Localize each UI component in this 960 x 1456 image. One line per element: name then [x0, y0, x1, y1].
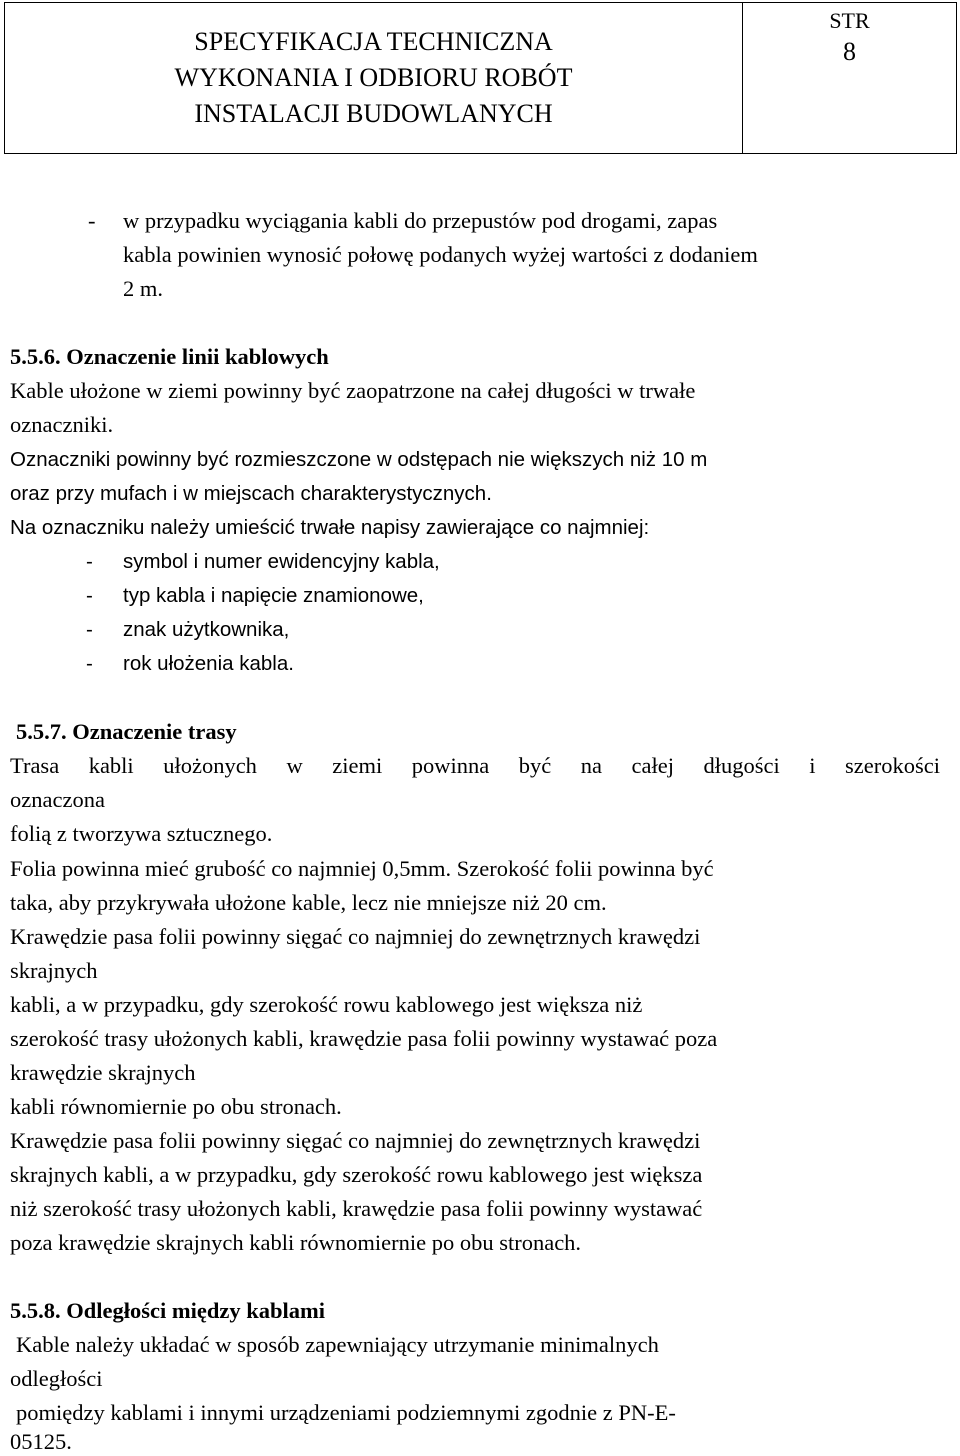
paragraph-line: oznaczona	[10, 787, 105, 812]
paragraph-line: oznaczniki.	[10, 412, 114, 437]
paragraph-line: 2 m.	[123, 276, 164, 301]
paragraph-line: niż szerokość trasy ułożonych kabli, krawędzie pasa folii powinny wystawać	[10, 1196, 703, 1221]
paragraph-line: Krawędzie pasa folii powinny sięgać co najmniej do zewnętrznych krawędzi	[10, 1128, 701, 1153]
list-dash: -	[86, 584, 93, 607]
list-dash: -	[88, 208, 96, 233]
title-line-1: SPECYFIKACJA TECHNICZNA	[194, 27, 553, 56]
section-heading: 5.5.6. Oznaczenie linii kablowych	[10, 344, 329, 369]
list-item-text: w przypadku wyciągania kabli do przepustów pod drogami, zapas	[123, 208, 718, 233]
paragraph-line: pomiędzy kablami i innymi urządzeniami podziemnymi zgodnie z PN-E-	[16, 1400, 676, 1425]
paragraph-line: folią z tworzywa sztucznego.	[10, 821, 273, 846]
paragraph-line: kabli równomiernie po obu stronach.	[10, 1094, 342, 1119]
paragraph-line: taka, aby przykrywała ułożone kable, lecz nie mniejsze niż 20 cm.	[10, 890, 607, 915]
paragraph-line: odległości	[10, 1366, 103, 1391]
section-heading: 5.5.8. Odległości między kablami	[10, 1298, 325, 1323]
list-dash: -	[86, 652, 93, 675]
paragraph-line: kabli, a w przypadku, gdy szerokość rowu kablowego jest większa niż	[10, 992, 643, 1017]
paragraph-line: Na oznaczniku należy umieścić trwałe napisy zawierające co najmniej:	[10, 516, 650, 539]
paragraph-line: skrajnych	[10, 958, 98, 983]
paragraph-line: poza krawędzie skrajnych kabli równomiernie po obu stronach.	[10, 1230, 582, 1255]
list-item-text: symbol i numer ewidencyjny kabla,	[123, 550, 440, 573]
list-item	[10, 650, 940, 678]
paragraph-line: skrajnych kabli, a w przypadku, gdy szerokość rowu kablowego jest większa	[10, 1162, 703, 1187]
list-item-text: znak użytkownika,	[123, 618, 290, 641]
title-line-2: WYKONANIA I ODBIORU ROBÓT	[174, 63, 573, 92]
list-item-text: rok ułożenia kabla.	[123, 652, 294, 675]
list-item	[10, 616, 940, 644]
title-line-3: INSTALACJI BUDOWLANYCH	[194, 99, 553, 128]
page-label: STR	[829, 8, 870, 33]
paragraph-line: Folia powinna mieć grubość co najmniej 0,5mm. Szerokość folii powinna być	[10, 856, 714, 881]
section-heading: 5.5.7. Oznaczenie trasy	[16, 719, 237, 744]
page-number: 8	[843, 37, 856, 66]
document-title	[5, 3, 743, 153]
paragraph-line: Kable należy układać w sposób zapewniający utrzymanie minimalnych	[16, 1332, 659, 1357]
paragraph-line: Kable ułożone w ziemi powinny być zaopatrzone na całej długości w trwałe	[10, 378, 696, 403]
paragraph-line: Oznaczniki powinny być rozmieszczone w odstępach nie większych niż 10 m	[10, 448, 708, 471]
paragraph-line: oraz przy mufach i w miejscach charakterystycznych.	[10, 482, 492, 505]
list-item	[10, 582, 940, 610]
paragraph-line: kabla powinien wynosić połowę podanych wyżej wartości z dodaniem	[123, 242, 758, 267]
document-header	[4, 2, 957, 154]
list-dash: -	[86, 618, 93, 641]
paragraph-line: Trasa kabli ułożonych w ziemi powinna być na całej długości i szerokości	[10, 753, 940, 778]
page-number-box	[743, 3, 956, 153]
paragraph-line: szerokość trasy ułożonych kabli, krawędzie pasa folii powinny wystawać poza	[10, 1026, 718, 1051]
list-item	[10, 207, 940, 235]
paragraph-line: 05125.	[10, 1429, 72, 1454]
list-item-text: typ kabla i napięcie znamionowe,	[123, 584, 424, 607]
paragraph-line: krawędzie skrajnych	[10, 1060, 196, 1085]
list-item	[10, 548, 940, 576]
list-dash: -	[86, 550, 93, 573]
paragraph-line: Krawędzie pasa folii powinny sięgać co najmniej do zewnętrznych krawędzi	[10, 924, 701, 949]
